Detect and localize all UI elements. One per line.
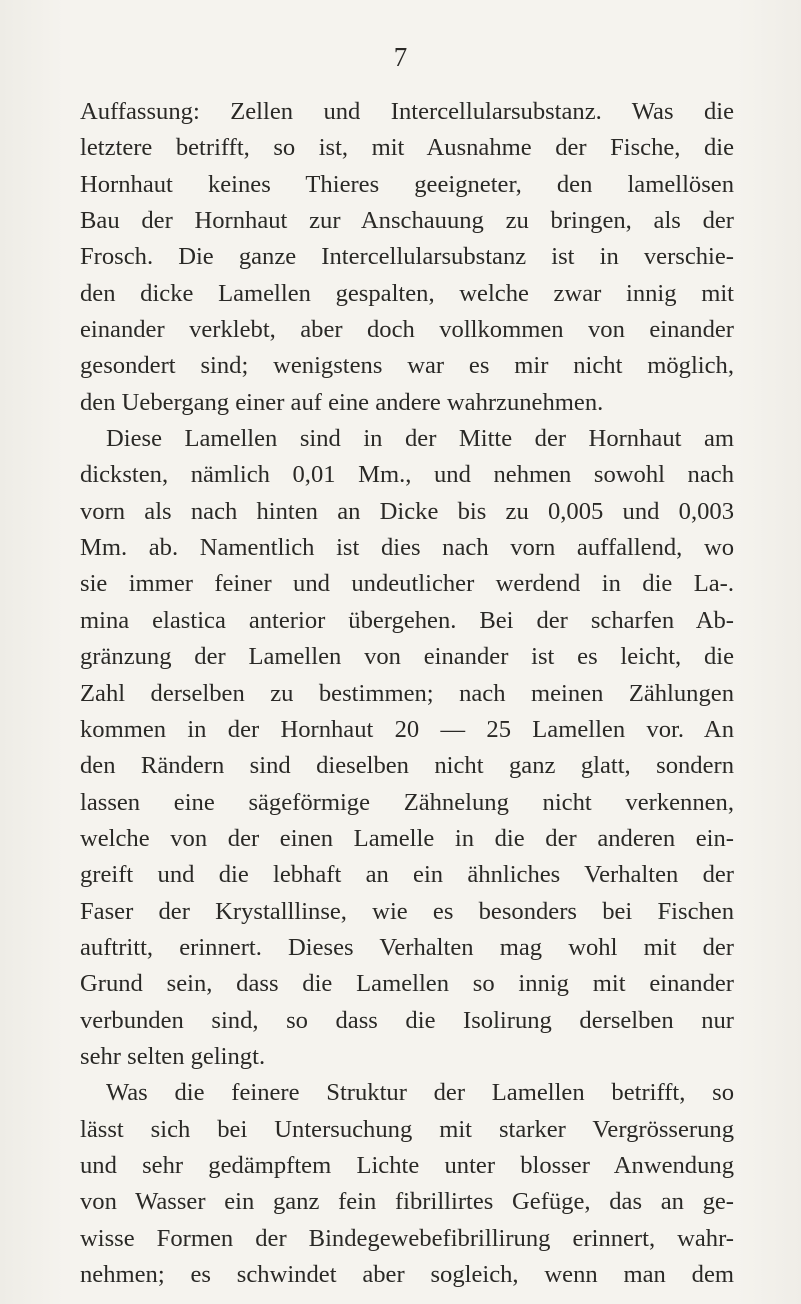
text-line: den Rändern sind dieselben nicht ganz glatt, sondern xyxy=(80,752,734,780)
text-line: Hornhaut keines Thieres geeigneter, den lamellösen xyxy=(80,170,734,198)
text-line: kommen in der Hornhaut 20 — 25 Lamellen vor. An xyxy=(80,715,734,743)
text-line: verbunden sind, so dass die Isolirung derselben nur xyxy=(80,1006,734,1034)
page-number: 7 xyxy=(393,42,408,72)
text-line: sie immer feiner und undeutlicher werdend in die La-. xyxy=(80,570,734,598)
text-line: lassen eine sägeförmige Zähnelung nicht verkennen, xyxy=(80,788,734,816)
text-line: mina elastica anterior übergehen. Bei der scharfen Ab- xyxy=(80,606,734,634)
text-line: Auffassung: Zellen und Intercellularsubstanz. Was die xyxy=(80,98,734,125)
text-line: einander verklebt, aber doch vollkommen von einander xyxy=(80,316,734,344)
text-line: Faser der Krystalllinse, wie es besonders bei Fischen xyxy=(80,897,734,925)
text-line: und sehr gedämpftem Lichte unter blosser Anwendung xyxy=(80,1151,734,1179)
text-line: gränzung der Lamellen von einander ist es leicht, die xyxy=(80,643,734,671)
text-line: auftritt, erinnert. Dieses Verhalten mag wohl mit der xyxy=(80,933,734,961)
text-line: welche von der einen Lamelle in die der anderen ein- xyxy=(80,824,734,852)
text-line: Mm. ab. Namentlich ist dies nach vorn auffallend, wo xyxy=(80,534,734,562)
text-line: lässt sich bei Untersuchung mit starker Vergrösserung xyxy=(80,1115,734,1143)
text-line: Was die feinere Struktur der Lamellen betrifft, so xyxy=(106,1079,734,1107)
text-line: letztere betrifft, so ist, mit Ausnahme der Fische, die xyxy=(80,134,734,162)
text-line: den dicke Lamellen gespalten, welche zwar innig mit xyxy=(80,279,734,307)
text-line: den Uebergang einer auf eine andere wahrzunehmen. xyxy=(80,388,604,416)
body-text xyxy=(80,94,734,1293)
text-line: von Wasser ein ganz fein fibrillirtes Gefüge, das an ge- xyxy=(80,1188,734,1216)
text-line: vorn als nach hinten an Dicke bis zu 0,005 und 0,003 xyxy=(80,497,734,525)
text-line: dicksten, nämlich 0,01 Mm., und nehmen sowohl nach xyxy=(80,461,734,489)
text-line: sehr selten gelingt. xyxy=(80,1042,266,1070)
text-line: Diese Lamellen sind in der Mitte der Hornhaut am xyxy=(106,425,734,453)
text-line: nehmen; es schwindet aber sogleich, wenn man dem xyxy=(80,1261,734,1288)
text-line: greift und die lebhaft an ein ähnliches Verhalten der xyxy=(80,861,734,889)
text-line: gesondert sind; wenigstens war es mir nicht möglich, xyxy=(80,352,734,380)
text-line: Grund sein, dass die Lamellen so innig mit einander xyxy=(80,970,734,998)
text-line: wisse Formen der Bindegewebefibrillirung erinnert, wahr- xyxy=(80,1224,734,1252)
text-line: Bau der Hornhaut zur Anschauung zu bringen, als der xyxy=(80,207,734,235)
text-line: Zahl derselben zu bestimmen; nach meinen Zählungen xyxy=(80,679,734,707)
text-line: Frosch. Die ganze Intercellularsubstanz ist in verschie- xyxy=(80,243,734,271)
